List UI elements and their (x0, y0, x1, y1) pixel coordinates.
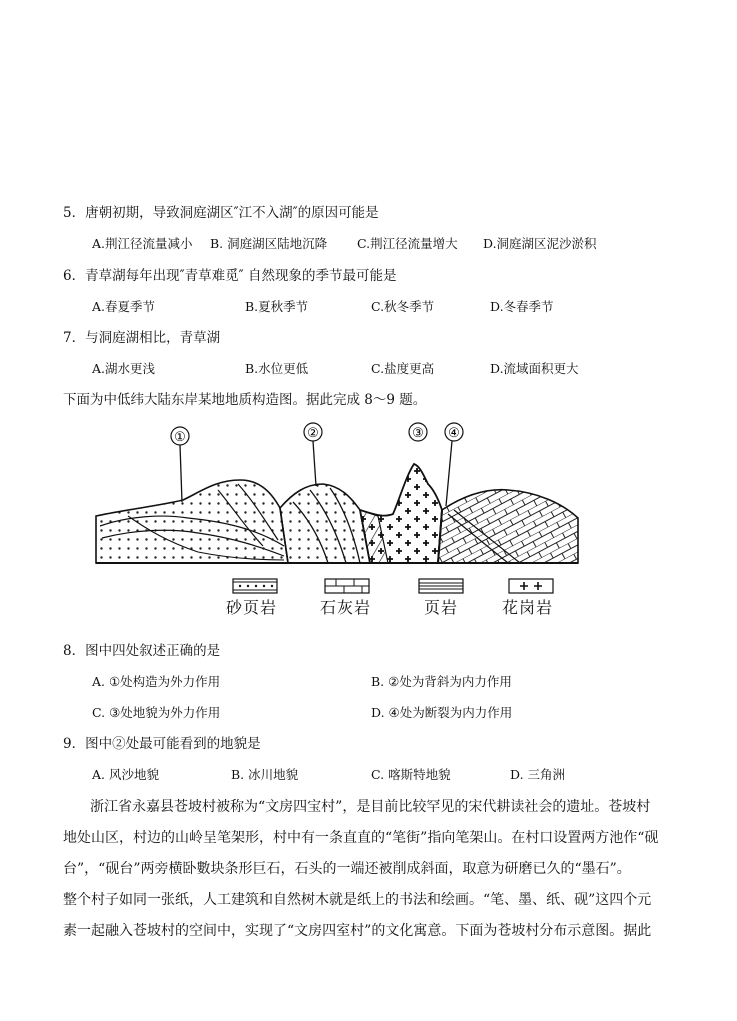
legend-limestone-swatch (324, 578, 370, 594)
question-5-option-a: A.荆江径流量减小 (92, 236, 193, 251)
legend-sandy-shale-swatch (232, 578, 278, 594)
legend-shale-swatch (418, 578, 464, 594)
question-5-option-b: B. 洞庭湖区陆地沉降 (210, 236, 328, 251)
question-7-option-b: B.水位更低 (245, 361, 309, 376)
question-8-stem: 8．图中四处叙述正确的是 (63, 643, 221, 659)
question-9-option-c: C. 喀斯特地貌 (371, 767, 451, 782)
legend-shale-label: 页岩 (424, 598, 459, 617)
question-7-stem: 7．与洞庭湖相比，青草湖 (63, 330, 221, 346)
question-8-option-c: C. ③处地貌为外力作用 (92, 705, 221, 720)
faulted-block (438, 490, 578, 563)
question-8-option-a: A. ①处构造为外力作用 (92, 674, 221, 689)
question-6-option-d: D.冬春季节 (490, 299, 554, 314)
question-7-option-d: D.流域面积更大 (490, 361, 579, 376)
svg-text:④: ④ (448, 426, 460, 441)
question-9-option-a: A. 风沙地貌 (92, 767, 159, 782)
question-5-option-c: C.荆江径流量增大 (357, 236, 458, 251)
syncline-block (96, 480, 288, 563)
svg-text:③: ③ (412, 426, 424, 441)
question-7-option-a: A.湖水更浅 (92, 361, 156, 376)
marker-4 (445, 423, 463, 506)
question-7-option-c: C.盐度更高 (371, 361, 435, 376)
marker-1 (171, 427, 189, 502)
question-5-option-d: D.洞庭湖区泥沙淤积 (483, 236, 597, 251)
question-6-option-c: C.秋冬季节 (371, 299, 435, 314)
question-6-option-a: A.春夏季节 (92, 299, 156, 314)
question-6-option-b: B.夏秋季节 (245, 299, 309, 314)
question-5-stem: 5．唐朝初期，导致洞庭湖区″江不入湖″的原因可能是 (63, 205, 379, 221)
passage-line-3: 台”，“砚台”两旁横卧數块条形巨石，石头的一端还被削成斜面，取意为研磨已久的“墨石”。 (63, 861, 631, 877)
granite-intrusion (360, 464, 442, 563)
passage-line-1: 浙江省永嘉县苍坡村被称为“文房四宝村”，是目前比较罕见的宋代耕读社会的遗址。苍坡村 (90, 799, 651, 815)
question-9-option-b: B. 冰川地貌 (231, 767, 299, 782)
svg-text:①: ① (174, 430, 186, 445)
legend-granite-label: 花岗岩 (502, 598, 554, 617)
legend-granite-swatch (508, 578, 554, 594)
svg-text:②: ② (307, 426, 319, 441)
passage-line-4: 整个村子如同一张纸，人工建筑和自然树木就是纸上的书法和绘画。“笔、墨、纸、砚”这四个元 (63, 892, 652, 908)
passage-line-2: 地处山区，村边的山岭呈笔架形，村中有一条直直的“笔街”指向笔架山。在村口设置两方池作“砚 (63, 830, 659, 846)
question-8-option-d: D. ④处为断裂为内力作用 (371, 705, 513, 720)
geologic-cross-section (88, 418, 588, 568)
question-9-stem: 9．图中②处最可能看到的地貌是 (63, 736, 261, 752)
question-6-stem: 6．青草湖每年出现″青草难觅″ 自然现象的季节最可能是 (63, 268, 397, 284)
marker-3 (409, 423, 427, 441)
passage-line-5: 素一起融入苍坡村的空间中，实现了“文房四室村”的文化寓意。下面为苍坡村分布示意图。据此 (63, 923, 652, 939)
legend-sandy-shale-label: 砂页岩 (226, 598, 278, 617)
marker-2 (304, 423, 322, 486)
question-8-option-b: B. ②处为背斜为内力作用 (371, 674, 512, 689)
legend-limestone-label: 石灰岩 (320, 598, 372, 617)
question-9-option-d: D. 三角洲 (510, 767, 566, 782)
intro-8-9: 下面为中低纬大陆东岸某地地质构造图。据此完成 8～9 题。 (63, 392, 427, 408)
